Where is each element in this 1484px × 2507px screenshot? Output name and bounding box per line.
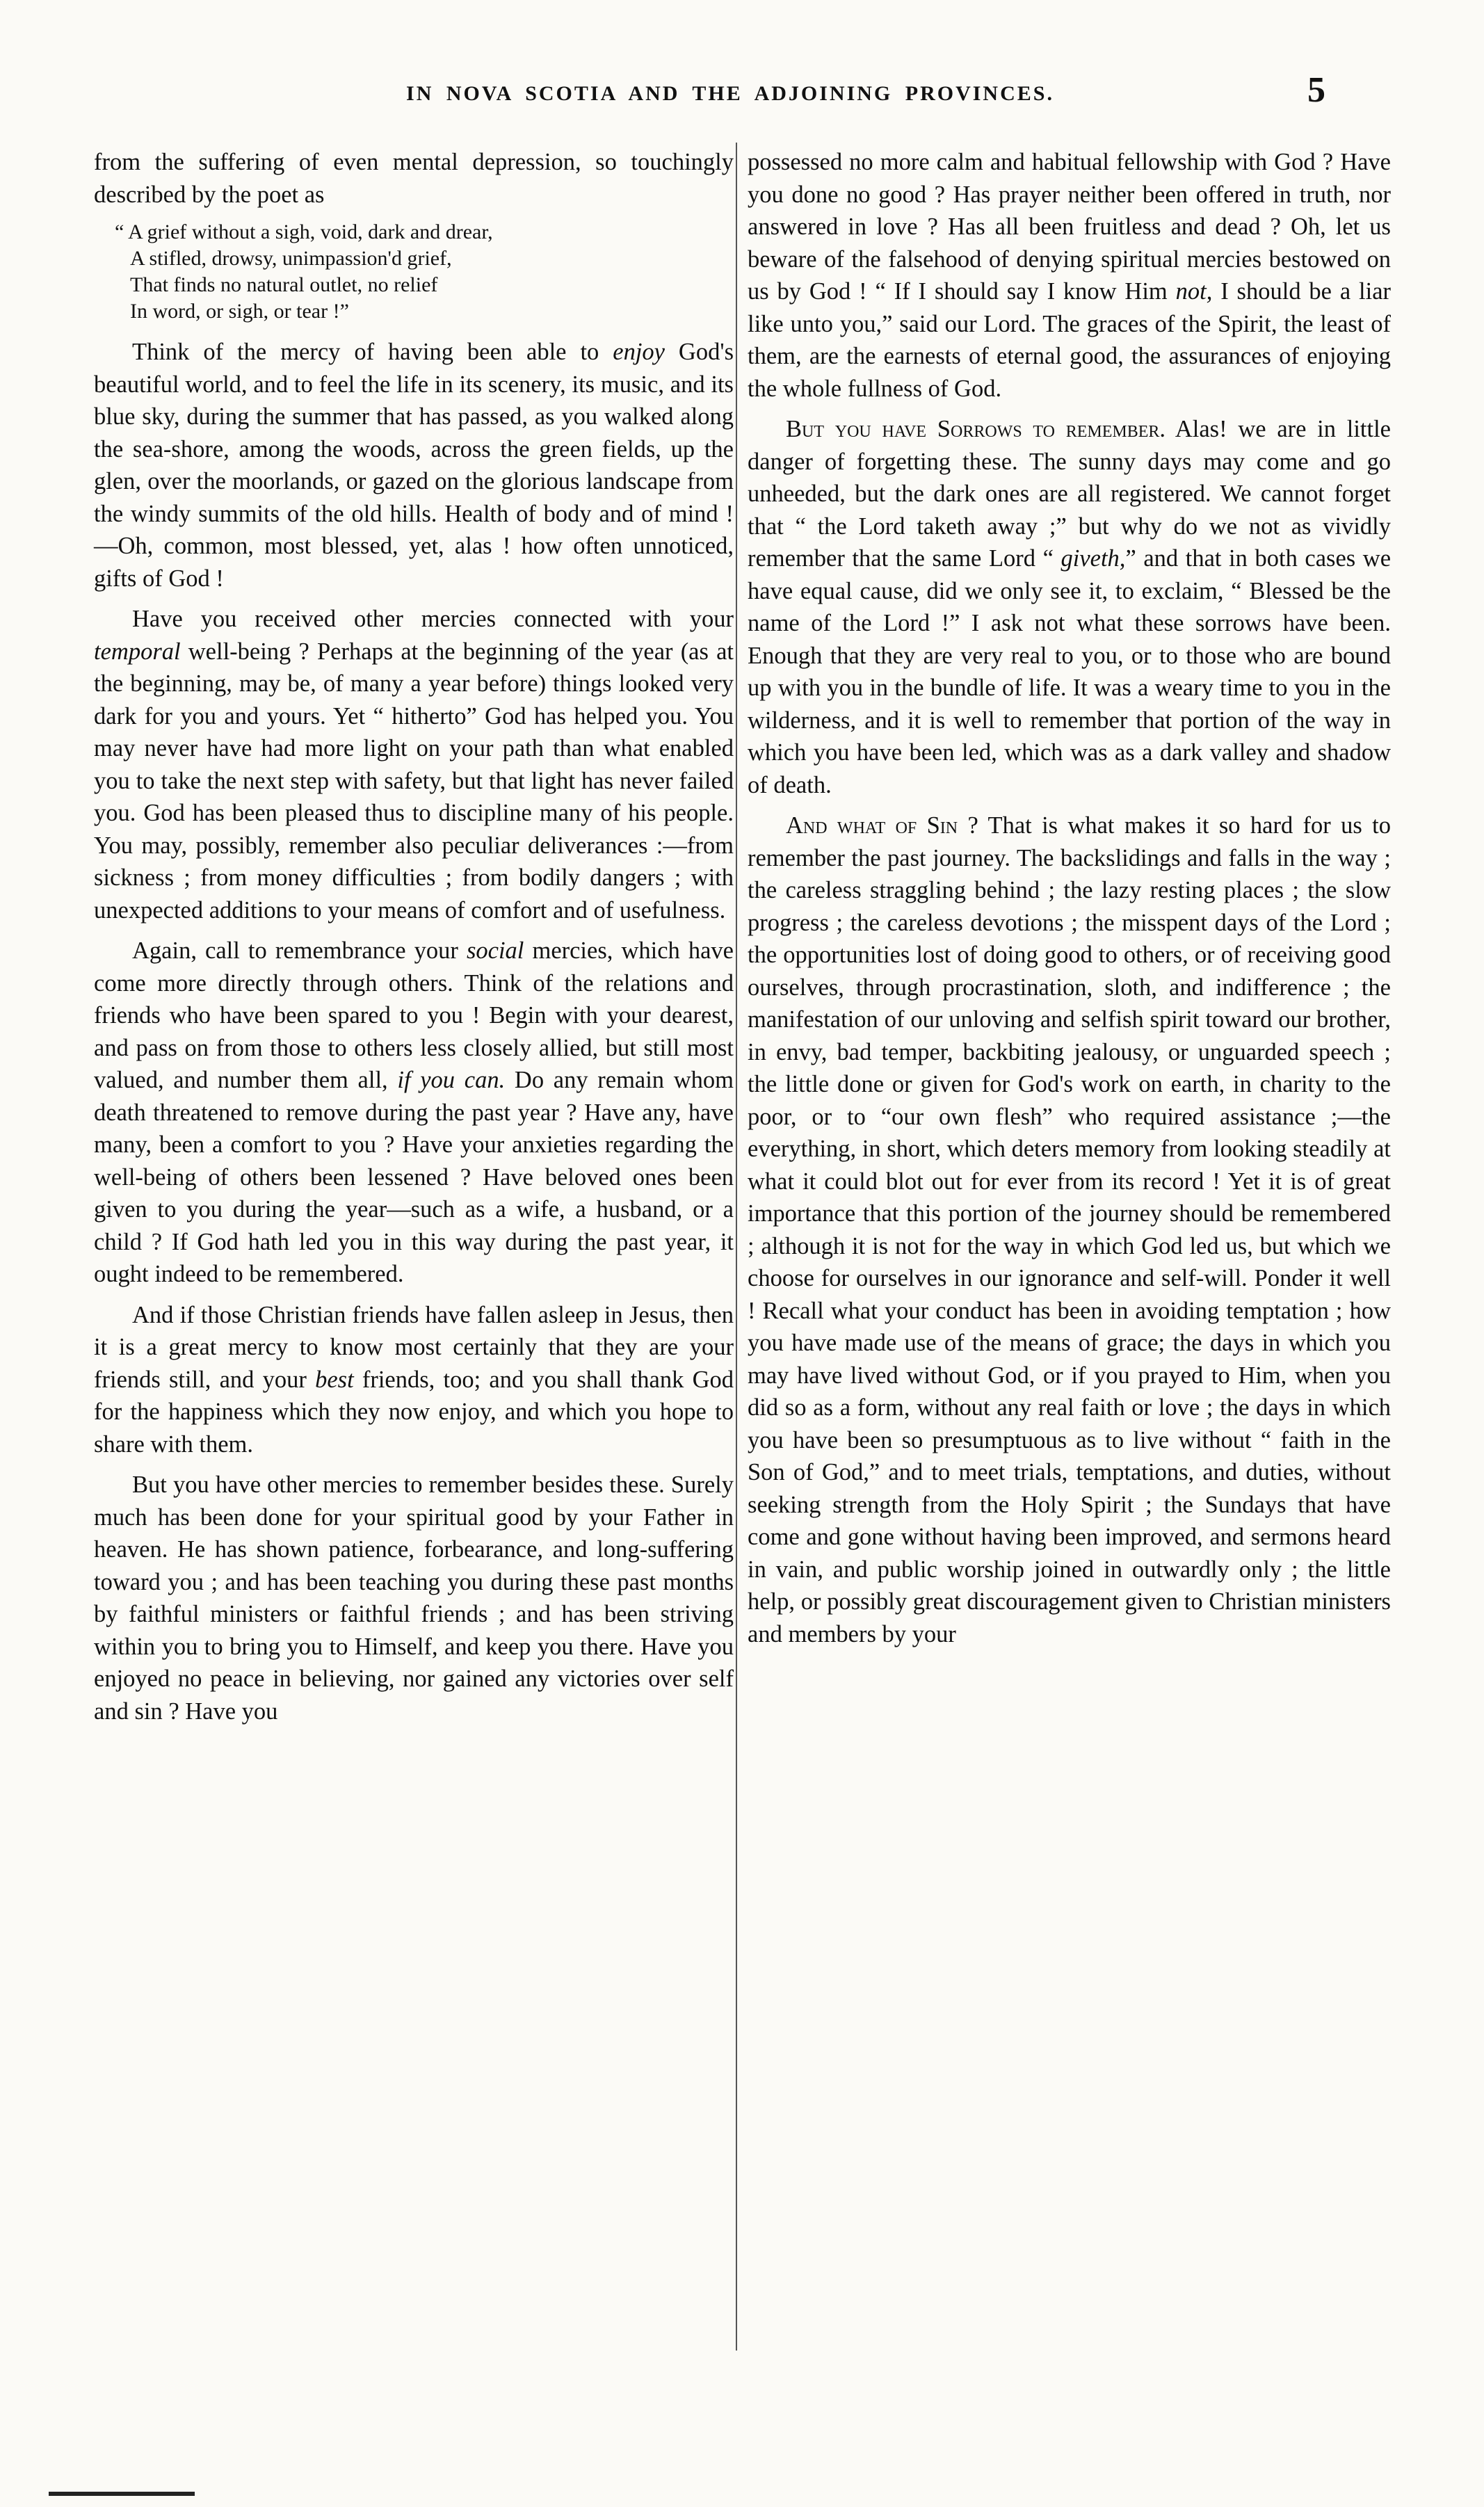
emphasis: social [466, 937, 524, 964]
poem-line: That finds no natural outlet, no relief [130, 273, 438, 296]
text-run: Again, call to remembrance your [132, 937, 467, 964]
running-head: IN NOVA SCOTIA AND THE ADJOINING PROVINCES. [406, 82, 1054, 105]
paragraph [748, 413, 1391, 801]
text-run: Think of the mercy of having been able to [132, 339, 613, 365]
emphasis: if you can. [397, 1067, 506, 1093]
poem-line: In word, or sigh, or tear !” [130, 300, 349, 323]
poem-quote [115, 219, 734, 325]
emphasis: temporal [94, 638, 181, 665]
text-run: mercies, which have come more directly through others. Think of the relations and friends who have been spared to you ! Begin with your dearest, and pass on from those to others less closely allied, but still most valued, and number them all, [94, 937, 734, 1093]
text-run: possessed no more calm and habitual fellowship with God ? Have you done no good ? Has prayer neither been offered in truth, nor answered in love ? Has all been fruitless and dead ? Oh, let us beware of the falsehood of denying spiritual mercies bestowed on us by God ! “ If I should say I know Him [748, 149, 1391, 305]
text-run: God's beautiful world, and to feel the life in its scenery, its music, and its blue sky, during the summer that has passed, as you walked along the sea-shore, among the woods, across the green fields, up the glen, over the moorlands, or gazed on the glorious landscape from the windy summits of the old hills. Health of body and of mind !—Oh, common, most blessed, yet, alas ! how often unnoticed, gifts of God ! [94, 339, 734, 592]
text-run: I should be a liar like unto you,” said our Lord. The graces of the Spirit, the least of them, are the earnests of eternal good, the assurances of enjoying the whole fullness of God. [748, 278, 1391, 402]
text-run: Do any remain whom death threatened to remove during the past year ? Have any, have many, been a comfort to you ? Have your anxieties regarding the well-being of others been lessened ? Have beloved ones been given to you during the year—such as a wife, a husband, or a child ? If God hath led you in this way during the past year, it ought indeed to be remembered. [94, 1067, 734, 1287]
text-run: That is what makes it so hard for us to remember the past journey. The backslidings and falls in the way ; the careless straggling behind ; the lazy resting places ; the slow progress ; the careless devotions ; the misspent days of the Lord ; the opportunities lost of doing good to others, or of receiving good ourselves, through procrastination, sloth, and indifference ; the manifestation of our unloving and selfish spirit toward our brother, in envy, bad temper, backbiting jealousy, or unguarded speech ; the little done or given for God's work on earth, in charity to the poor, or to “our own flesh” who required assistance ;—the everything, in short, which deters memory from looking steadily at what it could blot out for ever from its record ! Yet it is of great importance that this portion of the journey should be remembered ; although it is not for the way in which God led us, but which we choose for ourselves in our ignorance and self-will. Ponder it well ! Recall what your conduct has been in avoiding temptation ; how you have made use of the means of grace; the days in which you may have lived without God, or if you prayed to Him, when you did so as a form, without any real faith or love ; the days in which you have been so presumptuous as to live without “ faith in the Son of God,” and to meet trials, temptations, and duties, without seeking strength from the Holy Spirit ; the Sundays that have come and gone without having been improved, and sermons heard in vain, and public worship joined in outwardly only ; the little help, or possibly great discouragement given to Christian ministers and members by your [748, 812, 1391, 1647]
text-run: And if those Christian friends have fallen asleep in Jesus, then it is a great mercy to know most certainly that they are your friends still, and your [94, 1301, 734, 1393]
right-column [748, 146, 1391, 1659]
paragraph [94, 935, 734, 1291]
emphasis: giveth, [1060, 545, 1126, 572]
poem-line: “ A grief without a sigh, void, dark and drear, [115, 220, 493, 243]
text-run: friends, too; and you shall thank God for the happiness which they now enjoy, and which you hope to share with them. [94, 1366, 734, 1458]
paragraph [748, 146, 1391, 405]
poem-line: A stifled, drowsy, unimpassion'd grief, [130, 247, 452, 270]
section-lead-in: And what of Sin ? [786, 812, 978, 839]
column-divider [736, 143, 737, 2351]
text-run: well-being ? Perhaps at the beginning of the year (as at the beginning, may be, of many a year before) things looked very dark for you and yours. Yet “ hitherto” God has helped you. You may never have had more light on your path than what enabled you to take the next step with safety, but that light has never failed you. God has been pleased thus to discipline many of his people. You may, possibly, remember also peculiar deliverances :—from sickness ; from money difficulties ; from bodily dangers ; with unexpected additions to your means of comfort and of usefulness. [94, 638, 734, 924]
scan-edge-mark [49, 2492, 195, 2496]
section-lead-in: But you have Sorrows to remember. [786, 416, 1166, 442]
page-number: 5 [1307, 70, 1325, 110]
emphasis: not, [1175, 278, 1213, 305]
emphasis: best [315, 1366, 354, 1393]
text-run: Have you received other mercies connected with your [132, 606, 734, 632]
paragraph [94, 603, 734, 926]
text-run: ” and that in both cases we have equal cause, did we only see it, to exclaim, “ Blessed be the name of the Lord !” I ask not what these sorrows have been. Enough that they are very real to you, or to those who are bound up with you in the bundle of life. It was a weary time to you in the wilderness, and it is well to remember that portion of the way in which you have been led, which was as a dark valley and shadow of death. [748, 545, 1392, 798]
paragraph [748, 809, 1391, 1650]
paragraph [94, 1299, 734, 1461]
paragraph [94, 336, 734, 595]
emphasis: enjoy [613, 339, 665, 365]
paragraph: But you have other mercies to remember besides these. Surely much has been done for your spiritual good by your Father in heaven. He has shown patience, forbearance, and long-suffering toward you ; and has been teaching you during these past months by faithful ministers or faithful friends ; and has been striving within you to bring you to Himself, and keep you there. Have you enjoyed no peace in believing, nor gained any victories over self and sin ? Have you [94, 1472, 734, 1725]
paragraph: from the suffering of even mental depression, so touchingly described by the poet as [94, 149, 734, 208]
left-column [94, 146, 734, 1736]
text-run: Alas! we are in little danger of forgetting these. The sunny days may come and go unheeded, but the dark ones are all registered. We cannot forget that “ the Lord taketh away ;” but why do we not as vividly remember that the same Lord “ [748, 416, 1391, 572]
